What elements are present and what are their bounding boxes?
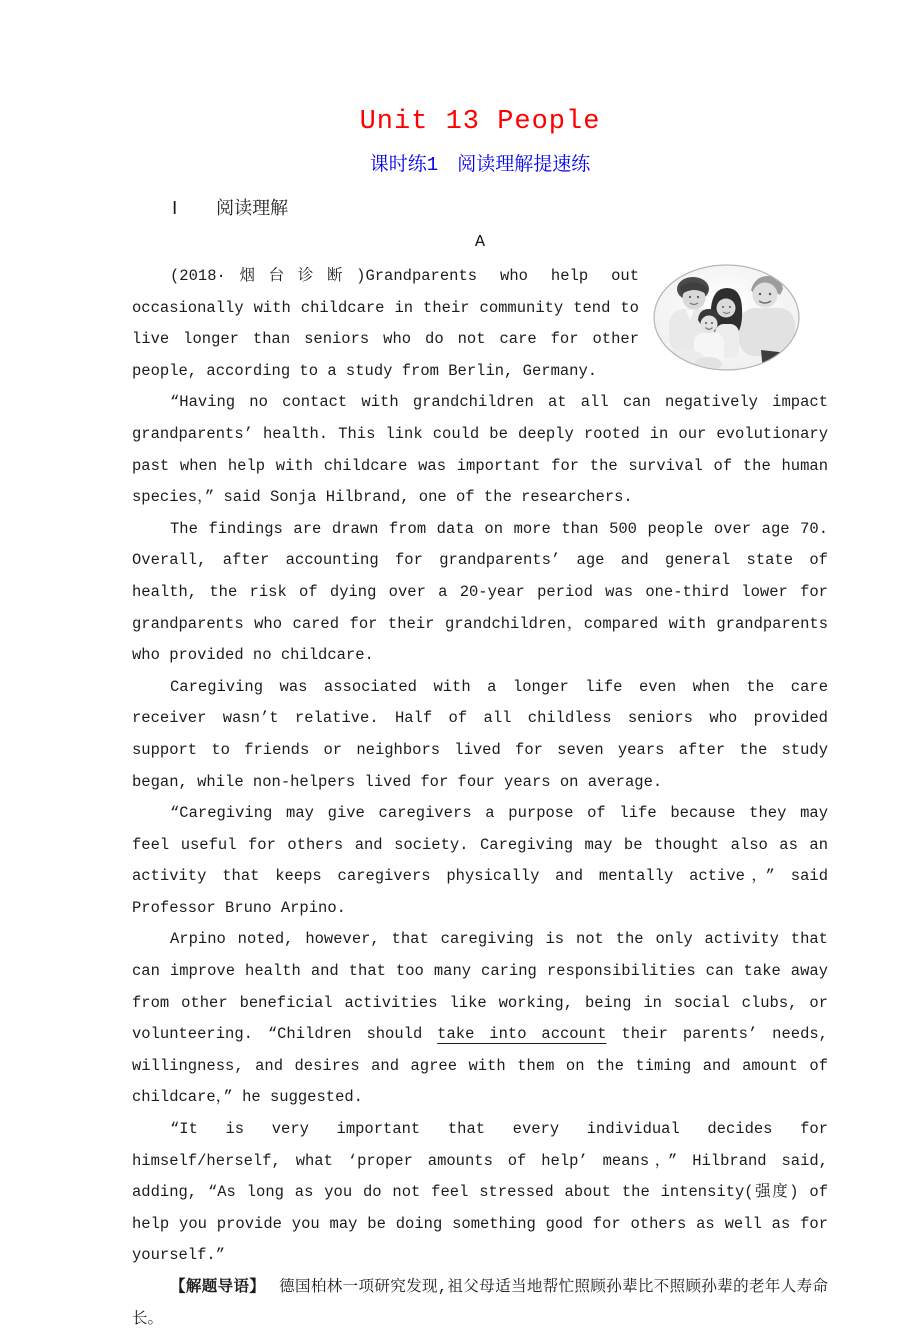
passage-label: A: [474, 233, 486, 252]
paragraph-text: Arpino noted, however, that caregiving is not the only activity that can improve health and that too many caring responsibilities can take away from other beneficial activities like working, being in social clubs, or volunteering. “Children should: [132, 930, 828, 1044]
reading-passage: [132, 261, 828, 1335]
paragraph-text: “It is very important that every individual decides for himself/herself, what ‘proper amounts of help’ means，” Hilbrand said, adding, “As long as you do not feel stressed about the intensity(强度) of help you provide you may be doing something good for others as well as for yourself.”: [132, 1120, 828, 1265]
paragraph-text: “Caregiving may give caregivers a purpose of life because they may feel useful for others and society. Caregiving may be thought also as an activity that keeps caregivers physically and mentally active，” said Professor Bruno Arpino.: [132, 804, 828, 917]
paragraph-text: their parents’ needs, willingness, and desires and agree with them on the timing and amount of childcare，” he suggested.: [132, 1025, 828, 1107]
section-numeral: Ⅰ: [172, 200, 178, 220]
paragraph-text: Caregiving was associated with a longer life even when the care receiver wasn’t relative. Half of all childless seniors who provided support to friends or neighbors lived for seven years after the study began, while non-helpers lived for four years on average.: [132, 677, 828, 791]
passage-paragraph-3: [132, 514, 828, 672]
section-title: 阅读理解: [216, 200, 289, 220]
underlined-phrase: take into account: [437, 1025, 607, 1044]
analysis-note-text: 德国柏林一项研究发现,祖父母适当地帮忙照顾孙辈比不照顾孙辈的老年人寿命长。: [132, 1278, 828, 1328]
passage-paragraph-5: [132, 798, 828, 924]
analysis-note: [132, 1272, 828, 1335]
family-photo: [653, 264, 800, 371]
passage-paragraph-4: [132, 672, 828, 798]
passage-paragraph-7: [132, 1114, 828, 1272]
doc-title: Unit 13 People: [359, 107, 601, 137]
family-photo-illustration: [653, 264, 800, 371]
paragraph-text: The findings are drawn from data on more than 500 people over age 70. Overall, after accounting for grandparents’ age and general state of health, the risk of dying over a 20-year period was one-third lower for grandparents who cared for their grandchildren，compared with grandparents who provided no childcare.: [132, 519, 828, 665]
passage-paragraph-2: [132, 387, 828, 513]
passage-paragraph-1: [132, 261, 828, 387]
doc-subtitle: 课时练1 阅读理解提速练: [369, 154, 591, 176]
section-header: [132, 197, 828, 223]
paragraph-text: “Having no contact with grandchildren at all can negatively impact grandparents’ health. This link could be deeply rooted in our evolutionary past when help with childcare was important for the survival of the human species，” said Sonja Hilbrand, one of the researchers.: [132, 393, 828, 507]
analysis-note-label: 【解题导语】: [170, 1278, 266, 1296]
paragraph-text: (2018·烟台诊断)Grandparents who help out occasionally with childcare in their community tend to live longer than seniors who do not care for other people, according to a study from Berlin, Germany.: [132, 267, 639, 380]
passage-paragraph-6: [132, 924, 828, 1114]
